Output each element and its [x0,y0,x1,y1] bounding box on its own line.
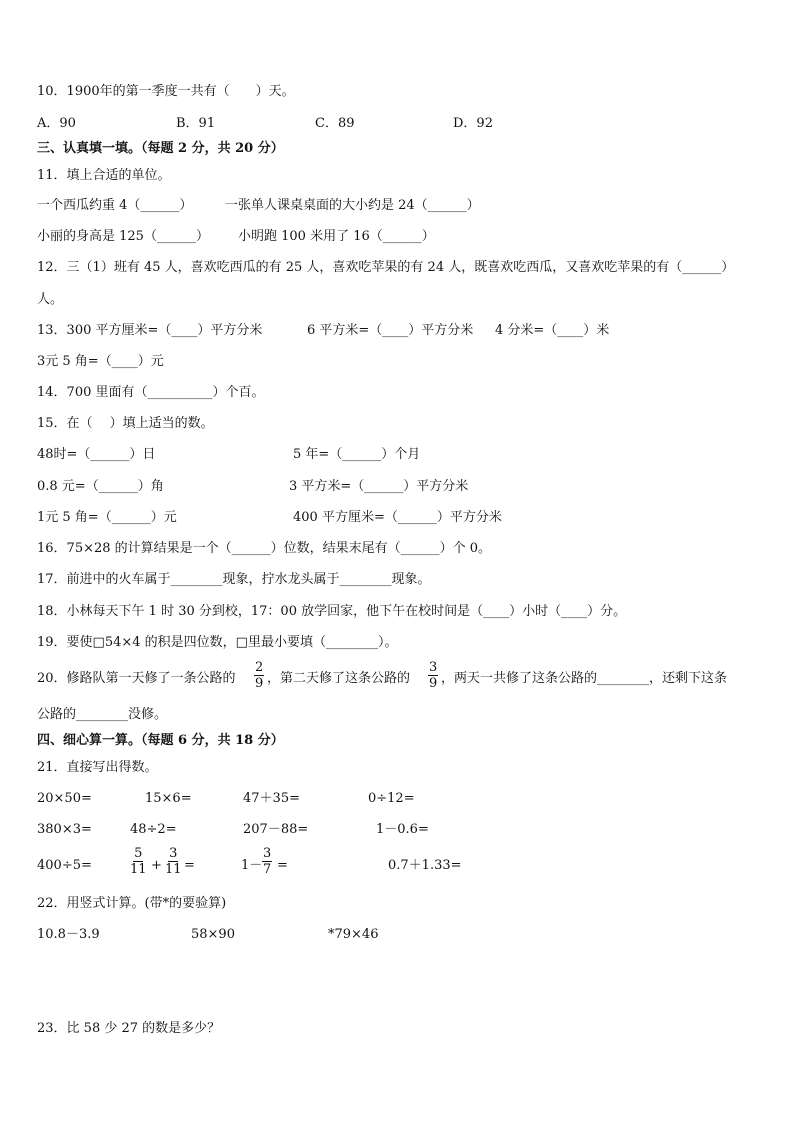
question-15-item-2: 5 年=（______）个月 [293,447,421,462]
fraction-2-9: $\frac{2}{9}$ [255,660,264,691]
option-d: D．92 [453,116,493,131]
question-13-c: 4 分米=（____）米 [495,323,610,338]
question-13-b: 6 平方米=（____）平方分米 [307,323,474,338]
option-b: B．91 [176,116,216,131]
equals-sign: = [184,858,195,873]
question-15-item-6: 400 平方厘米=（______）平方分米 [293,510,502,525]
calc-item: 47＋35= [243,791,300,806]
question-20-part-a: 20．修路队第一天修了一条公路的 [37,671,236,686]
question-19: 19．要使□54×4 的积是四位数，□里最小要填（________）。 [37,635,398,650]
question-15-item-1: 48时=（______）日 [37,447,156,462]
fraction-3-11: $\frac{3}{11}$ [165,846,182,877]
question-12-line-2: 人。 [37,292,64,307]
calc-item: 15×6= [145,791,192,806]
question-15-title: 15．在（ ）填上适当的数。 [37,416,214,431]
vertical-calc-item: 10.8－3.9 [37,927,100,942]
question-16: 16．75×28 的计算结果是一个（______）位数，结果末尾有（______）个 0。 [37,541,492,556]
section-4-heading: 四、细心算一算。（每题 6 分，共 18 分） [37,733,284,748]
calc-item: 0.7＋1.33= [388,858,462,873]
calc-item: 48÷2= [130,822,177,837]
question-17: 17．前进中的火车属于________现象，拧水龙头属于________现象。 [37,572,431,587]
fraction-5-11: $\frac{5}{11}$ [130,846,147,877]
plus-sign: + [151,858,162,873]
question-20-part-b: ，第二天修了这条公路的 [267,671,411,686]
question-15-item-3: 0.8 元=（______）角 [37,479,164,494]
option-a: A．90 [37,116,76,131]
section-3-heading: 三、认真填一填。（每题 2 分，共 20 分） [37,141,284,156]
calc-item: 20×50= [37,791,92,806]
question-11-item-1: 一个西瓜约重 4（______） [37,198,193,213]
question-18: 18．小林每天下午 1 时 30 分到校，17：00 放学回家，他下午在校时间是（____）小时（____）分。 [37,604,627,619]
question-11-item-4: 小明跑 100 米用了 16（______） [238,229,435,244]
question-15-item-5: 1元 5 角=（______）元 [37,510,177,525]
option-c: C．89 [315,116,355,131]
question-22-title: 22．用竖式计算。(带*的要验算) [37,896,227,911]
fraction-3-9: $\frac{3}{9}$ [429,660,438,691]
one-minus: 1－ [241,858,263,873]
calc-item: 1－0.6= [376,822,429,837]
question-12-line-1: 12．三（1）班有 45 人，喜欢吃西瓜的有 25 人，喜欢吃苹果的有 24 人，既喜欢吃西瓜，又喜欢吃苹果的有（______） [37,260,735,275]
question-20-line-2: 公路的________没修。 [37,707,168,722]
question-21-title: 21．直接写出得数。 [37,760,158,775]
question-23: 23．比 58 少 27 的数是多少？ [37,1021,221,1036]
question-13-a: 13．300 平方厘米=（____）平方分米 [37,323,263,338]
question-13-d: 3元 5 角=（____）元 [37,354,164,369]
question-15-item-4: 3 平方米=（______）平方分米 [289,479,469,494]
calc-item: 207－88= [243,822,309,837]
question-20-part-c: ，两天一共修了这条公路的________，还剩下这条 [441,671,728,686]
question-11-title: 11．填上合适的单位。 [37,168,171,183]
question-14: 14．700 里面有（__________）个百。 [37,385,265,400]
vertical-calc-item: 58×90 [191,927,235,942]
calc-item: 400÷5= [37,858,92,873]
equals-sign: = [277,858,288,873]
fraction-3-7: $\frac{3}{7}$ [263,846,272,877]
question-10: 10．1900年的第一季度一共有（ ）天。 [37,84,295,99]
question-11-item-3: 小丽的身高是 125（______） [37,229,209,244]
vertical-calc-item: *79×46 [328,927,379,942]
question-11-item-2: 一张单人课桌桌面的大小约是 24（______） [225,198,480,213]
calc-item: 0÷12= [368,791,415,806]
calc-item: 380×3= [37,822,92,837]
